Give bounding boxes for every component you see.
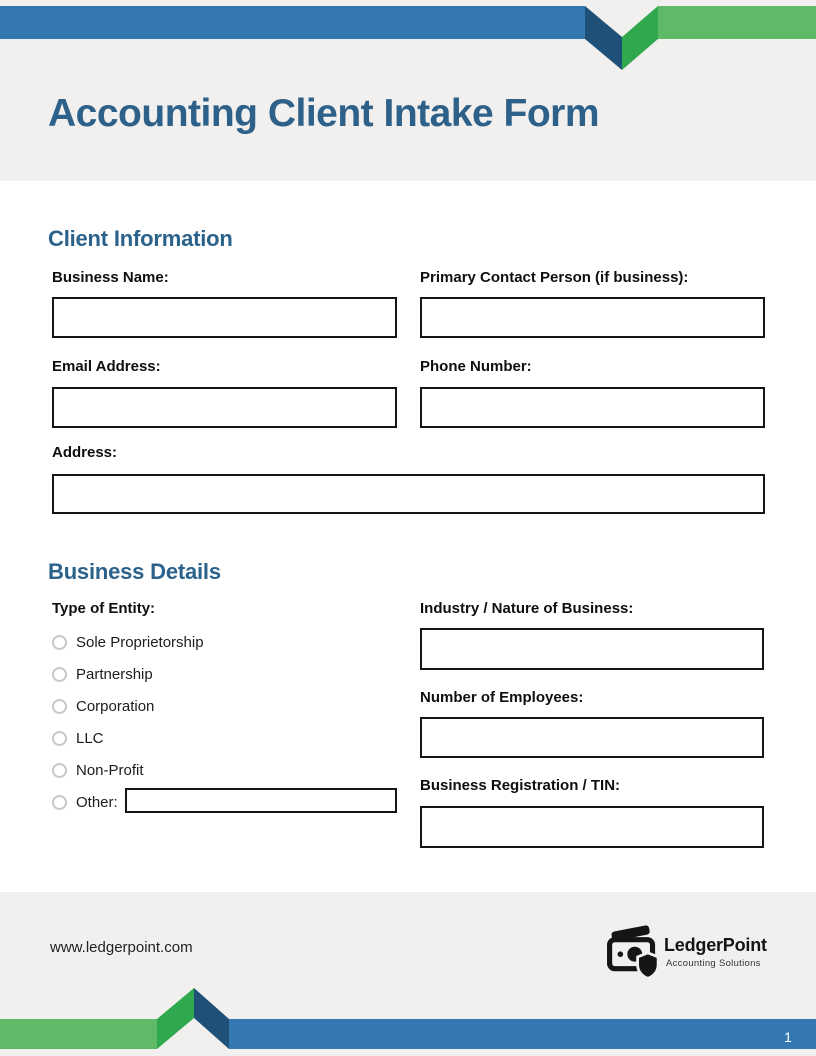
employees-field[interactable]	[420, 717, 764, 758]
industry-label: Industry / Nature of Business:	[420, 600, 634, 617]
email-label: Email Address:	[52, 358, 161, 375]
radio-button-icon[interactable]	[52, 699, 67, 714]
address-field[interactable]	[52, 474, 765, 514]
entity-option-label: LLC	[76, 729, 104, 747]
address-label: Address:	[52, 444, 118, 461]
entity-option-corporation[interactable]	[52, 697, 154, 715]
entity-option-sole-proprietorship[interactable]	[52, 633, 204, 651]
radio-button-icon[interactable]	[52, 763, 67, 778]
entity-option-other[interactable]	[52, 793, 118, 811]
entity-option-label: Sole Proprietorship	[76, 633, 204, 651]
section-heading-client-information: Client Information	[48, 226, 233, 251]
page-number: 1	[784, 1029, 792, 1045]
entity-option-label: Other:	[76, 793, 118, 811]
entity-option-label: Non-Profit	[76, 761, 144, 779]
entity-option-partnership[interactable]	[52, 665, 153, 683]
brand-tagline: Accounting Solutions	[666, 958, 761, 969]
entity-option-llc[interactable]	[52, 729, 104, 747]
radio-button-icon[interactable]	[52, 731, 67, 746]
brand-name: LedgerPoint	[664, 935, 767, 955]
business-name-field[interactable]	[52, 297, 397, 338]
entity-option-non-profit[interactable]	[52, 761, 144, 779]
radio-button-icon[interactable]	[52, 635, 67, 650]
employees-label: Number of Employees:	[420, 689, 584, 706]
top-ribbon-decoration	[0, 0, 816, 75]
phone-label: Phone Number:	[420, 358, 532, 375]
radio-button-icon[interactable]	[52, 795, 67, 810]
bottom-ribbon-decoration	[0, 986, 816, 1056]
ledger-wallet-icon	[604, 920, 660, 980]
footer-website-link[interactable]: www.ledgerpoint.com	[50, 939, 193, 956]
primary-contact-label: Primary Contact Person (if business):	[420, 269, 689, 286]
entity-option-label: Corporation	[76, 697, 155, 715]
primary-contact-field[interactable]	[420, 297, 765, 338]
registration-tin-field[interactable]	[420, 806, 764, 848]
type-of-entity-label: Type of Entity:	[52, 600, 156, 617]
phone-field[interactable]	[420, 387, 765, 428]
industry-field[interactable]	[420, 628, 764, 670]
radio-button-icon[interactable]	[52, 667, 67, 682]
business-name-label: Business Name:	[52, 269, 169, 286]
section-heading-business-details: Business Details	[48, 559, 221, 584]
entity-option-label: Partnership	[76, 665, 153, 683]
page-title: Accounting Client Intake Form	[48, 92, 600, 135]
registration-tin-label: Business Registration / TIN:	[420, 777, 621, 794]
email-field[interactable]	[52, 387, 397, 428]
entity-other-field[interactable]	[125, 788, 397, 813]
